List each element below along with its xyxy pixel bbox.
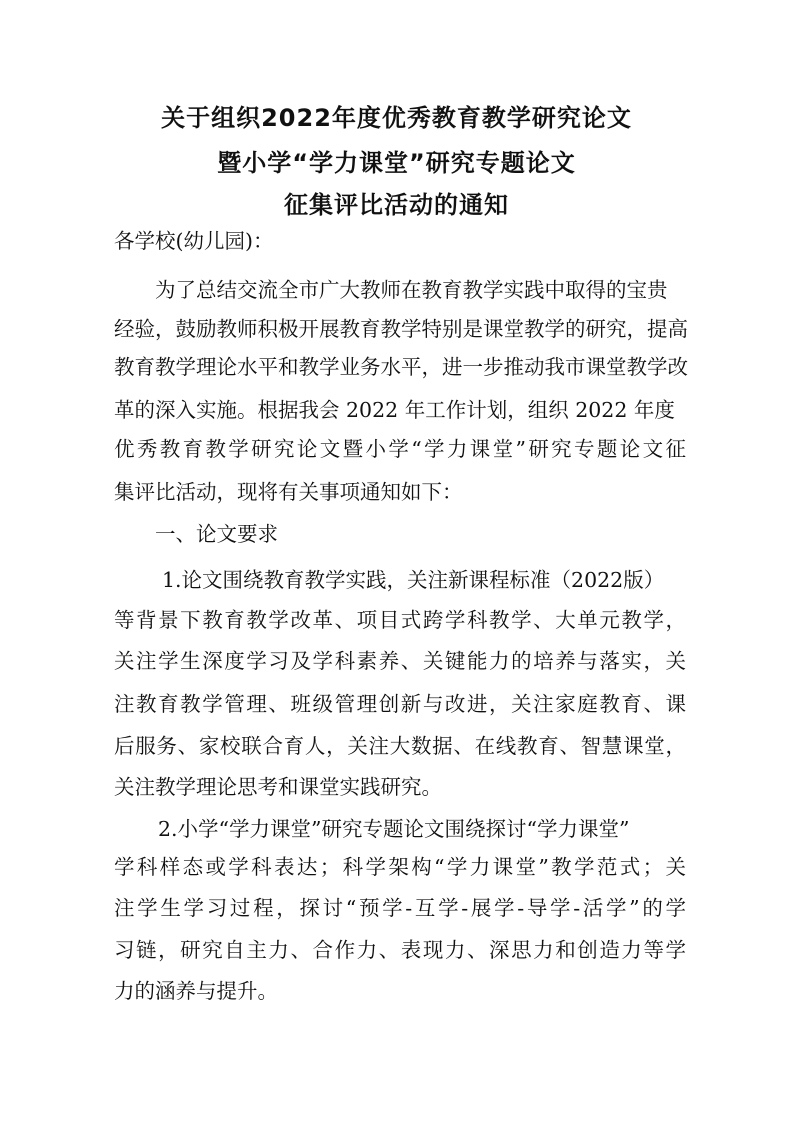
item1-line: 关注学生深度学习及学科素养、关键能力的培养与落实，关: [114, 649, 686, 673]
intro-line: 为了总结交流全市广大教师在教育教学实践中取得的宝贵: [155, 278, 668, 302]
document-title-line-2: 暨小学“学力课堂”研究专题论文: [217, 149, 576, 177]
intro-line: 革的深入实施。根据我会 2022 年工作计划，组织 2022 年度: [114, 398, 675, 422]
item2-line: 力的涵养与提升。: [114, 979, 278, 1003]
item1-line: 注教育教学管理、班级管理创新与改进，关注家庭教育、课: [114, 692, 686, 716]
item2-line: 2.小学“学力课堂”研究专题论文围绕探讨“学力课堂”: [158, 817, 630, 841]
intro-line: 集评比活动，现将有关事项通知如下：: [114, 480, 463, 504]
item1-line: 1.论文围绕教育教学实践，关注新课程标准（2022版）: [162, 568, 665, 592]
document-title-line-1: 关于组织2022年度优秀教育教学研究论文: [161, 104, 632, 132]
intro-line: 优秀教育教学研究论文暨小学“学力课堂”研究专题论文征: [114, 437, 686, 461]
document-title-line-3: 征集评比活动的通知: [284, 191, 509, 219]
item2-line: 学科样态或学科表达；科学架构“学力课堂”教学范式；关: [114, 855, 686, 879]
item1-line: 关注教学理论思考和课堂实践研究。: [114, 775, 442, 799]
salutation: 各学校(幼儿园)：: [114, 229, 274, 253]
item2-line: 习链，研究自主力、合作力、表现力、深思力和创造力等学: [114, 938, 686, 962]
section-heading: 一、论文要求: [155, 522, 278, 546]
intro-line: 教育教学理论水平和教学业务水平，进一步推动我市课堂教学改: [114, 355, 688, 379]
item2-line: 注学生学习过程，探讨“预学-互学-展学-导学-活学”的学: [114, 896, 686, 920]
intro-line: 经验，鼓励教师积极开展教育教学特别是课堂教学的研究，提高: [114, 317, 688, 341]
item1-line: 等背景下教育教学改革、项目式跨学科教学、大单元教学，: [114, 608, 686, 632]
item1-line: 后服务、家校联合育人，关注大数据、在线教育、智慧课堂，: [114, 734, 686, 758]
